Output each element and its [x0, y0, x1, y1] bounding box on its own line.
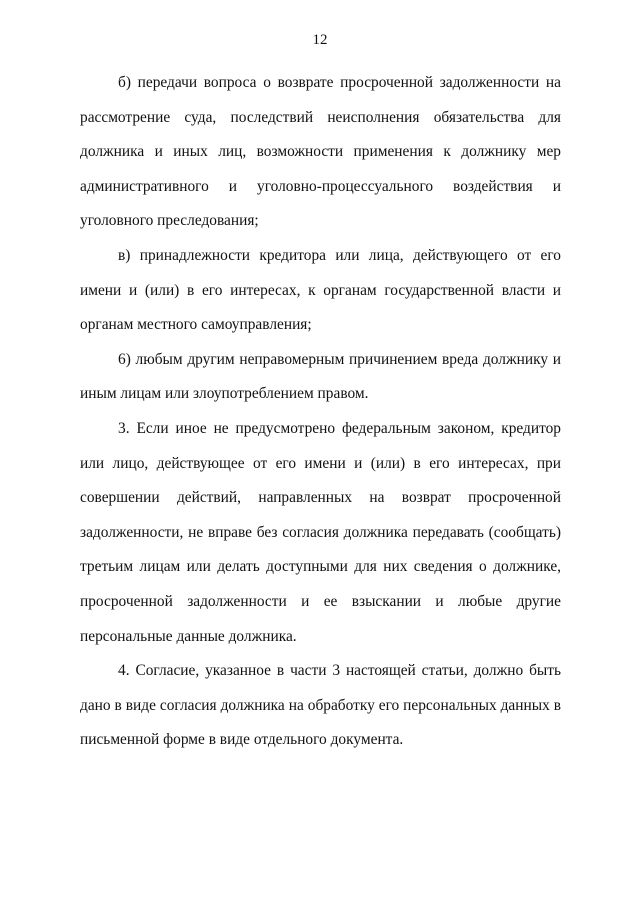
paragraph-b: б) передачи вопроса о возврате просроченной задолженности на рассмотрение суда, последствий неисполнения обязательства для должника и иных лиц, возможности применения к должнику мер административного и уголовно-процессуального воздействия и уголовного преследования;	[80, 74, 561, 230]
paragraph-part-3: 3. Если иное не предусмотрено федеральным законом, кредитор или лицо, действующее от его имени и (или) в его интересах, при совершении действий, направленных на возврат просроченной задолженности, не вправе без согласия должника передавать (сообщать) третьим лицам или делать доступными для них сведения о должнике, просроченной задолженности и ее взыскании и любые другие персональные данные должника.	[80, 419, 561, 645]
paragraph-part-4: 4. Согласие, указанное в части 3 настоящей статьи, должно быть дано в виде согласия должника на обработку его персональных данных в письменной форме в виде отдельного документа.	[80, 662, 561, 749]
paragraph-6: 6) любым другим неправомерным причинением вреда должнику и иным лицам или злоупотреблением правом.	[80, 350, 561, 403]
document-body	[80, 66, 561, 758]
page-number: 12	[312, 32, 328, 48]
paragraph-v: в) принадлежности кредитора или лица, действующего от его имени и (или) в его интересах, к органам государственной власти и органам местного самоуправления;	[80, 246, 561, 334]
